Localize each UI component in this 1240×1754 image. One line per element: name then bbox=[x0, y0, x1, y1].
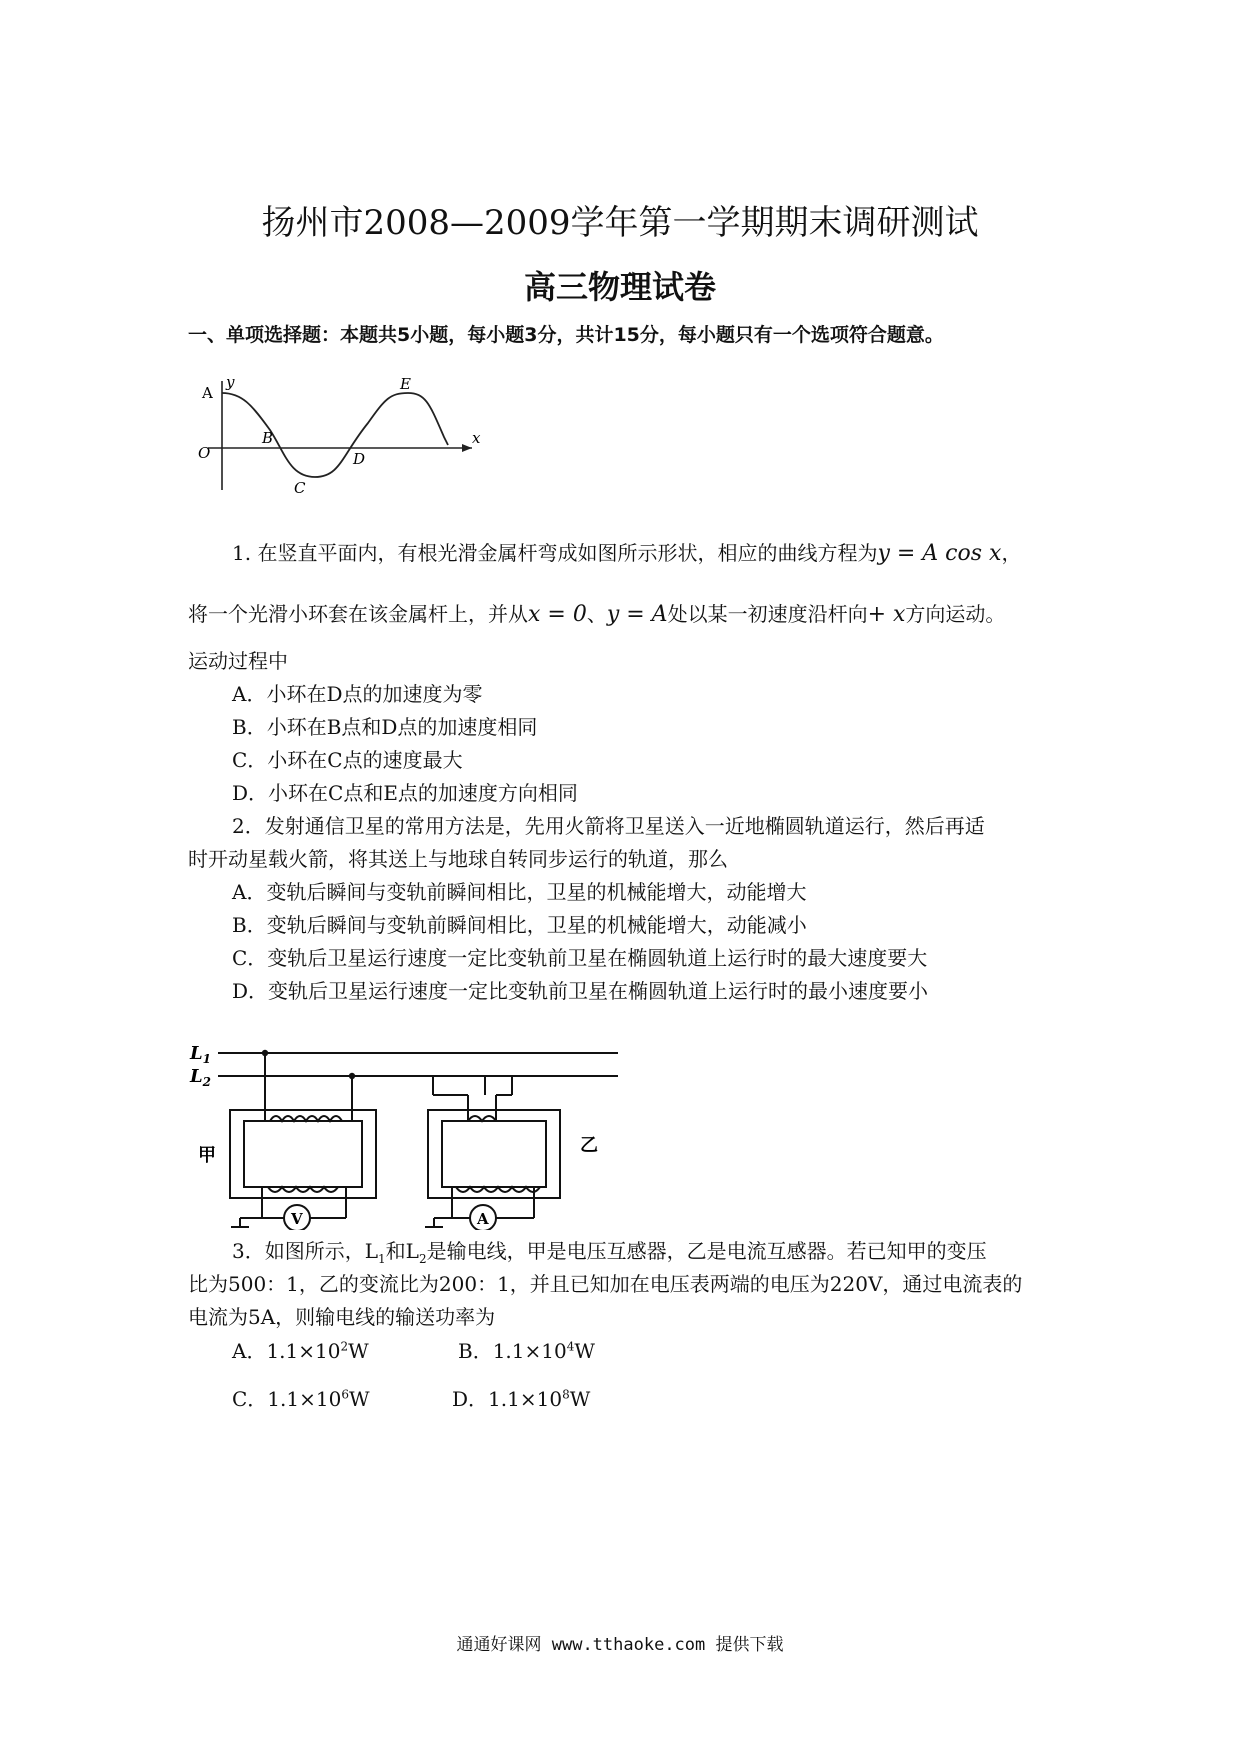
q2-line1: 2．发射通信卫星的常用方法是，先用火箭将卫星送入一近地椭圆轨道运行，然后再适 bbox=[232, 814, 985, 838]
voltmeter-label: V bbox=[291, 1210, 303, 1228]
label-O: O bbox=[198, 444, 211, 462]
x-axis-arrow bbox=[462, 444, 472, 452]
figure-cosine-curve bbox=[190, 375, 490, 495]
q1-equation: y = A cos x bbox=[877, 541, 1002, 566]
transformer-yi-core-inner bbox=[442, 1121, 546, 1187]
label-C: C bbox=[294, 479, 306, 495]
label-L2: $L_2$ bbox=[190, 1066, 212, 1089]
q3-sub1: 1 bbox=[378, 1252, 386, 1266]
q1-line2-a: 将一个光滑小环套在该金属杆上，并从 bbox=[188, 602, 528, 626]
q1-line2 bbox=[188, 598, 1005, 627]
q3-option-d: D．$1.1\times 10^8W$ bbox=[452, 1387, 591, 1411]
label-L1: $L_1$ bbox=[190, 1043, 212, 1066]
q3-sub2: 2 bbox=[418, 1252, 427, 1266]
q1-math-yA: y = A bbox=[606, 602, 668, 627]
q1-line2-sep: 、 bbox=[586, 602, 607, 626]
q2-option-d: D．变轨后卫星运行速度一定比变轨前卫星在椭圆轨道上运行时的最小速度要小 bbox=[232, 979, 929, 1003]
q3-line1-b: 和L bbox=[385, 1239, 419, 1263]
q1-option-c: C．小环在C点的速度最大 bbox=[232, 748, 463, 772]
q3-line2: 比为500：1，乙的变流比为200：1，并且已知加在电压表两端的电压为220V，通过电流表的 bbox=[188, 1272, 1023, 1296]
q1-line1 bbox=[232, 537, 1021, 566]
q1-line1-end: ， bbox=[1001, 541, 1022, 565]
q1-line3: 运动过程中 bbox=[188, 649, 288, 673]
q2-line2: 时开动星载火箭，将其送上与地球自转同步运行的轨道，那么 bbox=[188, 847, 728, 871]
q3-option-a: A．$1.1\times 10^2W$ bbox=[232, 1339, 369, 1363]
q1-line2-c: 方向运动。 bbox=[905, 602, 1006, 626]
label-E: E bbox=[400, 375, 411, 393]
transformer-jia-primary-coil bbox=[270, 1116, 342, 1121]
q1-option-d: D．小环在C点和E点的加速度方向相同 bbox=[232, 781, 578, 805]
label-jia: 甲 bbox=[198, 1145, 216, 1166]
transformer-yi-secondary-coil bbox=[456, 1187, 540, 1192]
transformer-jia-core-inner bbox=[244, 1121, 362, 1187]
q1-line1-text: 1. 在竖直平面内，有根光滑金属杆弯成如图所示形状，相应的曲线方程为 bbox=[232, 541, 878, 565]
cosine-curve bbox=[222, 393, 448, 477]
q2-option-c: C．变轨后卫星运行速度一定比变轨前卫星在椭圆轨道上运行时的最大速度要大 bbox=[232, 946, 928, 970]
q3-line1-a: 3．如图所示，L bbox=[232, 1239, 379, 1263]
label-y: y bbox=[226, 375, 235, 391]
label-x: x bbox=[472, 429, 481, 447]
q1-line2-b: 处以某一初速度沿杆向 bbox=[667, 602, 868, 626]
label-B: B bbox=[262, 429, 274, 447]
label-yi: 乙 bbox=[580, 1135, 598, 1156]
page-subtitle: 高三物理试卷 bbox=[523, 268, 716, 306]
footer-credit: 通通好课网 www.tthaoke.com 提供下载 bbox=[456, 1635, 784, 1655]
transformer-jia-core bbox=[230, 1110, 376, 1198]
page-title: 扬州市2008—2009学年第一学期期末调研测试 bbox=[261, 203, 979, 243]
figure-transformer-circuit bbox=[188, 1035, 628, 1230]
q1-math-plusx: + x bbox=[867, 602, 906, 627]
label-A: A bbox=[202, 384, 213, 402]
section-heading: 一、单项选择题：本题共5小题，每小题3分，共计15分，每小题只有一个选项符合题意。 bbox=[188, 324, 944, 346]
q1-option-b: B．小环在B点和D点的加速度相同 bbox=[232, 715, 538, 739]
transformer-yi-core bbox=[428, 1110, 560, 1198]
label-D: D bbox=[353, 450, 366, 468]
q3-option-b: B．$1.1\times 10^4W$ bbox=[458, 1339, 595, 1363]
q3-line3: 电流为5A，则输电线的输送功率为 bbox=[188, 1305, 496, 1329]
q3-option-c: C．$1.1\times 10^6W$ bbox=[232, 1387, 370, 1411]
q1-math-x0: x = 0 bbox=[528, 602, 587, 627]
q2-option-a: A．变轨后瞬间与变轨前瞬间相比，卫星的机械能增大，动能增大 bbox=[232, 880, 807, 904]
q3-line1-c: 是输电线，甲是电压互感器，乙是电流互感器。若已知甲的变压 bbox=[426, 1239, 987, 1263]
q3-line1 bbox=[232, 1235, 987, 1266]
ammeter-label: A bbox=[477, 1210, 489, 1228]
q2-option-b: B．变轨后瞬间与变轨前瞬间相比，卫星的机械能增大，动能减小 bbox=[232, 913, 807, 937]
q1-option-a: A．小环在D点的加速度为零 bbox=[232, 682, 483, 706]
